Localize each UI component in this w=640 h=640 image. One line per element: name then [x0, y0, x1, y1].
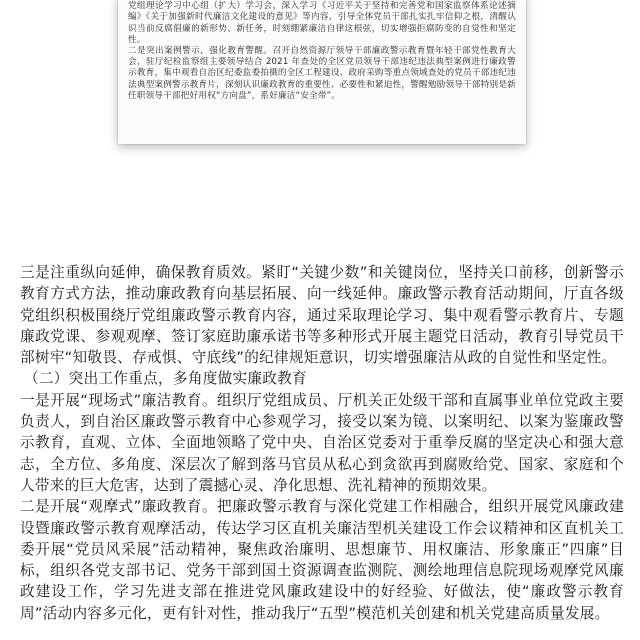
paragraph-onsite-education: 一是开展“现场式”廉洁教育。组织厅党组成员、厅机关正处级干部和直属事业单位党政主要负责人，到自治区廉政警示教育中心参观学习，接受以案为镜、以案明纪、以案为鉴廉政警示教育，直观、立体、全面地领略了党中央、自治区党委对于重拳反腐的坚定决心和强大意志，全方位、多角度、深层次了解到落马官员从私心到贪欲再到腐败给党、国家、家庭和个人带来的巨大危害，达到了震撼心灵、净化思想、洗礼精神的预期效果。: [20, 391, 624, 494]
embedded-paragraph-1: 党组理论学习中心组（扩大）学习会，深入学习《习近平关于坚持和完善党和国家监察体系论述摘编》《关于加强新时代廉洁文化建设的意见》等内容，引导全体党员干部扎实扎牢信仰之根，清醒认识当前反腐倡廉的新形势、新任务，时刻绷紧廉洁自律这根弦，切实增强拒腐防变的自觉性和坚定性。: [128, 1, 516, 45]
section-subheading: （二）突出工作重点，多角度做实廉政教育: [24, 370, 307, 388]
paragraph-vertical-extension: 三是注重纵向延伸，确保教育质效。紧盯“关键少数”和关键岗位，坚持关口前移，创新警示教育方式方法，推动廉政教育向基层拓展、向一线延伸。廉政警示教育活动期间，厅直各级党组织积极围绕厅党组廉政警示教育内容，通过采取理论学习、集中观看警示教育片、专题廉政党课、参观观摩、签订家庭助廉承诺书等多种形式开展主题党日活动，教育引导党员干部树牢“知敬畏、存戒惧、守底线”的纪律规矩意识，切实增强廉洁从政的自觉性和坚定性。: [20, 264, 624, 367]
embedded-paragraph-2: 二是突出案例警示，强化教育警醒。召开自然资源厅领导干部廉政警示教育暨年轻干部党性教育大会，驻厅纪检监察组主要领导结合 2021 年查处的全区党员领导干部违纪违法典型案例进行廉政警示教育，集中观看自治区纪委监委拍摄的全区工程建设、政府采购等重点领域查处的党员干部违纪违法典型案例警示教育片，深刻认识廉政教育的重要性、必要性和紧迫性，警醒勉励领导干部特别是新任职领导干部把好用权“方向盘”，系好廉洁“安全带”。: [128, 46, 516, 101]
article-body: [20, 262, 624, 624]
paragraph-observation-education: 二是开展“观摩式”廉政教育。把廉政警示教育与深化党建工作相融合，组织开展党风廉政建设暨廉政警示教育观摩活动，传达学习区直机关廉洁型机关建设工作会议精神和区直机关工委开展“党员风采展”活动精神，聚焦政治廉明、思想廉节、用权廉洁、形象廉正”四廉”目标，组织各党支部书记、党务干部到国土资源调查监测院、测绘地理信息院现场观摩党风廉政建设工作，学习先进支部在推进党风廉政建设中的好经验、好做法，使“廉政警示教育周”活动内容多元化，更有针对性，推动我厅“五型”模范机关创建和机关党建高质量发展。: [20, 498, 624, 622]
embedded-document-image: [118, 0, 526, 144]
